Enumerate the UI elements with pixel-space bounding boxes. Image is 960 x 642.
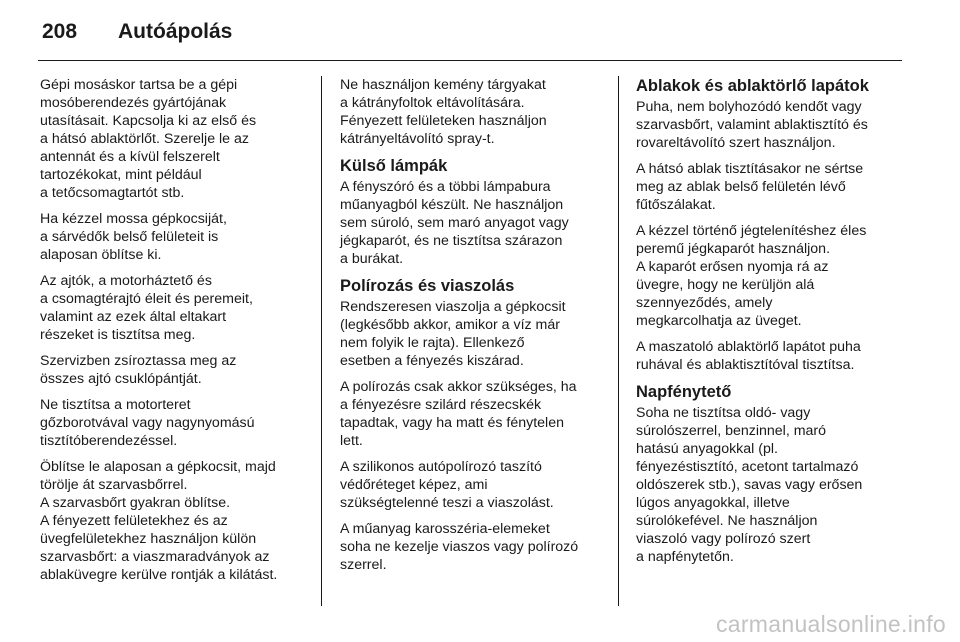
polish-paragraph-4: A műanyag karosszéria-elemeket soha ne kezelje viaszos vagy polírozó szerrel. <box>340 521 579 573</box>
column-divider-1 <box>321 76 322 606</box>
lamps-paragraph: A fényszóró és a többi lámpabura műanyagból készült. Ne használjon sem súroló, sem maró anyagot vagy jégkaparót, és ne tisztítsa szárazon a burákat. <box>340 179 569 267</box>
polish-paragraph-2: A polírozás csak akkor szükséges, ha a fényezésre szilárd részecskék tapadtak, vagy ha matt és fénytelen lett. <box>340 379 577 449</box>
rinse-chamois-paragraph: Öblítse le alaposan a gépkocsit, majd törölje át szarvasbőrrel. A szarvasbőrt gyakran öblítse. A fényezett felületekhez és az üvegfelületekhez használjon külön szarvasbőrt: a viaszmaradványok az ablaküvegre kerülve rontják a kilátást. <box>40 459 278 583</box>
polish-paragraph-1: Rendszeresen viaszolja a gépkocsit (legkésőbb akkor, amikor a víz már nem folyik le rajta). Ellenkező esetben a fényezés kiszárad. <box>340 299 566 369</box>
door-edges-paragraph: Az ajtók, a motorháztető és a csomagtérajtó éleit és peremeit, valamint az ezek által eltakart részeket is tisztítsa meg. <box>40 273 253 343</box>
hinge-grease-paragraph: Szervizben zsíroztassa meg az összes ajtó csuklópántját. <box>40 353 237 387</box>
hand-wash-paragraph: Ha kézzel mossa gépkocsiját, a sárvédők belső felületeit is alaposan öblítse ki. <box>40 211 227 263</box>
wash-machine-paragraph: Gépi mosáskor tartsa be a gépi mosóberendezés gyártójának utasításait. Kapcsolja ki az első és a hátsó ablaktörlőt. Szerelje le az antennát és a kívül felszerelt tartozékokat, mint például a tetőcsomagtartót stb. <box>40 77 257 201</box>
polish-heading: Polírozás és viaszolás <box>340 277 515 295</box>
sunroof-heading: Napfénytető <box>636 383 732 401</box>
polish-paragraph-3: A szilikonos autópolírozó taszító védőréteget képez, ami szükségtelenné teszi a viaszolást. <box>340 459 554 511</box>
sunroof-paragraph: Soha ne tisztítsa oldó- vagy súrolószerrel, benzinnel, maró hatású anyagokkal (pl. fényezéstisztító, acetont tartalmazó oldószerek stb.), savas vagy erősen lúgos anyagokkal, illetve súrolókefével. Ne használjon viaszoló vagy polírozó szert a napfénytetőn. <box>636 405 863 565</box>
windows-paragraph-2: A hátsó ablak tisztításakor ne sértse meg az ablak belső felületén lévő fűtőszálakat. <box>636 161 864 213</box>
windows-paragraph-3: A kézzel történő jégtelenítéshez éles peremű jégkaparót használjon. A kaparót erősen nyomja rá az üvegre, hogy ne kerüljön alá szennyeződés, amely megkarcolhatja az üveget. <box>636 223 867 329</box>
page-header <box>42 14 232 50</box>
page-title: Autóápolás <box>118 20 233 43</box>
engine-bay-paragraph: Ne tisztítsa a motorteret gőzborotvával vagy nagynyomású tisztítóberendezéssel. <box>40 397 255 449</box>
windows-heading: Ablakok és ablaktörlő lapátok <box>636 77 869 95</box>
column-1 <box>40 76 312 592</box>
page-number: 208 <box>42 20 78 43</box>
watermark: carmanualsonline.info <box>715 611 946 637</box>
lamps-heading: Külső lámpák <box>340 157 448 175</box>
column-3 <box>636 76 904 574</box>
header-rule <box>38 60 902 61</box>
windows-paragraph-1: Puha, nem bolyhozódó kendőt vagy szarvasbőrt, valamint ablaktisztító és rovareltávolító szert használjon. <box>636 99 868 151</box>
tar-paragraph: Ne használjon kemény tárgyakat a kátrányfoltok eltávolítására. Fényezett felületeken használjon kátrányeltávolító spray-t. <box>340 77 547 147</box>
column-2 <box>340 76 612 582</box>
column-divider-2 <box>618 76 619 606</box>
windows-paragraph-4: A maszatoló ablaktörlő lapátot puha ruhával és ablaktisztítóval tisztítsa. <box>636 339 861 373</box>
